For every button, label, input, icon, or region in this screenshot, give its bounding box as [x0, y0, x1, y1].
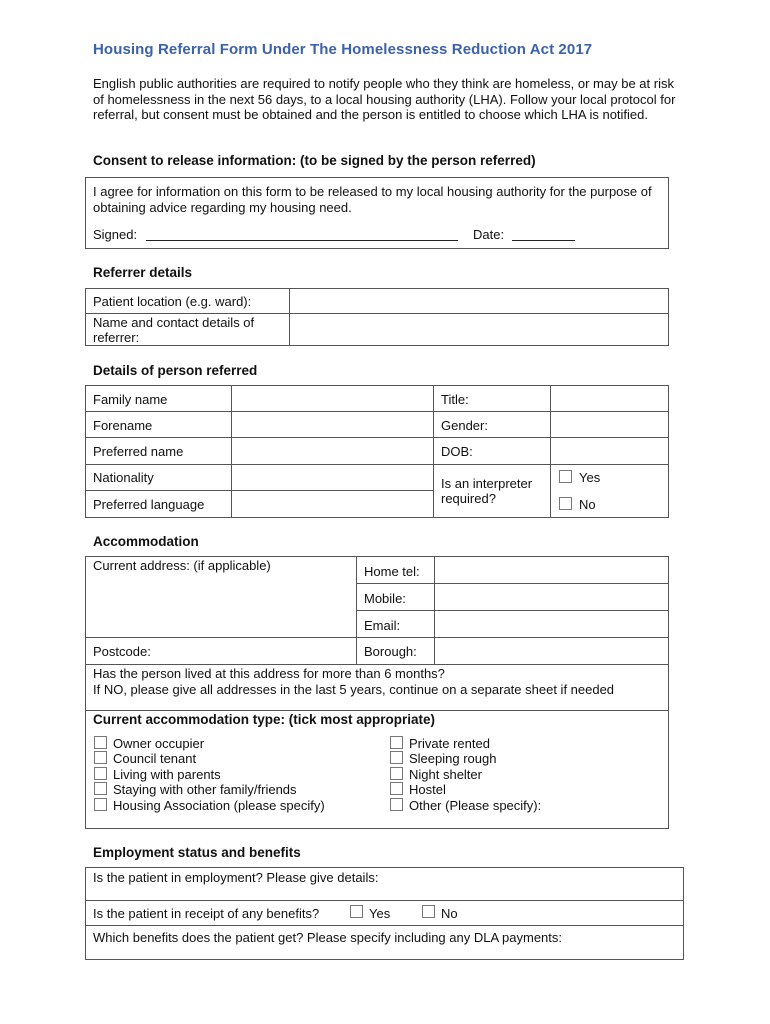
interpreter-no-checkbox[interactable]	[559, 497, 572, 510]
night-shelter-checkbox[interactable]	[390, 767, 403, 780]
accommodation-type-option: Night shelter	[409, 767, 482, 782]
current-address-label: Current address: (if applicable)	[93, 558, 271, 573]
interpreter-label: Is an interpreter required?	[441, 476, 533, 506]
page-title: Housing Referral Form Under The Homelessness Reduction Act 2017	[93, 41, 593, 58]
employment-field[interactable]	[86, 885, 683, 899]
patient-location-label: Patient location (e.g. ward):	[93, 294, 252, 309]
owner-occupier-checkbox[interactable]	[94, 736, 107, 749]
accommodation-type-option: Living with parents	[113, 767, 221, 782]
living-with-parents-checkbox[interactable]	[94, 767, 107, 780]
benefits-question: Is the patient in receipt of any benefits?	[93, 906, 320, 921]
accommodation-heading: Accommodation	[93, 534, 199, 549]
person-heading: Details of person referred	[93, 363, 258, 378]
gender-label: Gender:	[441, 418, 488, 433]
accommodation-type-option: Other (Please specify):	[409, 798, 542, 813]
referrer-contact-label: Name and contact details of referrer:	[93, 315, 255, 345]
hostel-checkbox[interactable]	[390, 782, 403, 795]
consent-text: I agree for information on this form to be released to my local housing authority for the purpose of obtaining advice regarding my housing need.	[93, 184, 652, 215]
family-name-field[interactable]	[232, 386, 432, 411]
preferred-language-label: Preferred language	[93, 497, 205, 512]
family-name-label: Family name	[93, 392, 168, 407]
mobile-label: Mobile:	[364, 591, 406, 606]
title-label: Title:	[441, 392, 469, 407]
benefits-no-checkbox[interactable]	[422, 905, 435, 918]
benefits-no-label: No	[441, 906, 458, 921]
which-benefits-question: Which benefits does the patient get? Please specify including any DLA payments:	[93, 930, 563, 945]
consent-heading: Consent to release information: (to be signed by the person referred)	[93, 153, 536, 168]
other-checkbox[interactable]	[390, 798, 403, 811]
lived-note: If NO, please give all addresses in the last 5 years, continue on a separate sheet if needed	[93, 682, 615, 697]
accommodation-type-option: Sleeping rough	[409, 751, 497, 766]
accommodation-type-option: Council tenant	[113, 751, 197, 766]
accommodation-type-option: Owner occupier	[113, 736, 205, 751]
home-tel-label: Home tel:	[364, 564, 420, 579]
forename-label: Forename	[93, 418, 153, 433]
accommodation-type-option: Private rented	[409, 736, 490, 751]
preferred-name-label: Preferred name	[93, 444, 184, 459]
forename-field[interactable]	[232, 412, 432, 437]
email-label: Email:	[364, 618, 401, 633]
dob-label: DOB:	[441, 444, 473, 459]
sleeping-rough-checkbox[interactable]	[390, 751, 403, 764]
interpreter-yes-label: Yes	[579, 470, 601, 485]
preferred-language-field[interactable]	[232, 491, 432, 517]
interpreter-yes-checkbox[interactable]	[559, 470, 572, 483]
referrer-contact-field[interactable]	[291, 315, 667, 345]
housing-association-checkbox[interactable]	[94, 798, 107, 811]
nationality-field[interactable]	[232, 465, 432, 490]
postcode-label: Postcode:	[93, 644, 151, 659]
which-benefits-field[interactable]	[86, 945, 683, 959]
patient-location-field[interactable]	[291, 289, 667, 312]
date-line[interactable]	[512, 240, 575, 241]
employment-question: Is the patient in employment? Please give details:	[93, 870, 379, 885]
private-rented-checkbox[interactable]	[390, 736, 403, 749]
dob-field[interactable]	[551, 438, 668, 463]
borough-label: Borough:	[364, 644, 417, 659]
borough-field[interactable]	[435, 638, 668, 663]
council-tenant-checkbox[interactable]	[94, 751, 107, 764]
interpreter-no-label: No	[579, 497, 596, 512]
accommodation-type-option: Housing Association (please specify)	[113, 798, 325, 813]
email-field[interactable]	[435, 611, 668, 636]
title-field[interactable]	[551, 386, 668, 411]
date-label: Date:	[473, 227, 505, 242]
preferred-name-field[interactable]	[232, 438, 432, 463]
nationality-label: Nationality	[93, 470, 154, 485]
benefits-yes-label: Yes	[369, 906, 391, 921]
signed-line[interactable]	[146, 240, 458, 241]
accommodation-type-option: Staying with other family/friends	[113, 782, 297, 797]
gender-field[interactable]	[551, 412, 668, 437]
home-tel-field[interactable]	[435, 557, 668, 582]
mobile-field[interactable]	[435, 584, 668, 609]
accommodation-type-heading: Current accommodation type: (tick most appropriate)	[93, 712, 436, 727]
signed-label: Signed:	[93, 227, 138, 242]
referrer-heading: Referrer details	[93, 265, 193, 280]
employment-heading: Employment status and benefits	[93, 845, 301, 860]
accommodation-type-option: Hostel	[409, 782, 446, 797]
postcode-field[interactable]	[160, 638, 355, 663]
current-address-field[interactable]	[86, 575, 355, 636]
intro-text: English public authorities are required to notify people who they think are homeless, or may be at risk of homelessness in the next 56 days, to a local housing authority (LHA). Follow your local protocol for referral, but consent must be obtained and the person is entitled to choose which LHA is notified.	[93, 76, 676, 122]
lived-question: Has the person lived at this address for more than 6 months?	[93, 666, 445, 681]
benefits-yes-checkbox[interactable]	[350, 905, 363, 918]
staying-with-family-checkbox[interactable]	[94, 782, 107, 795]
